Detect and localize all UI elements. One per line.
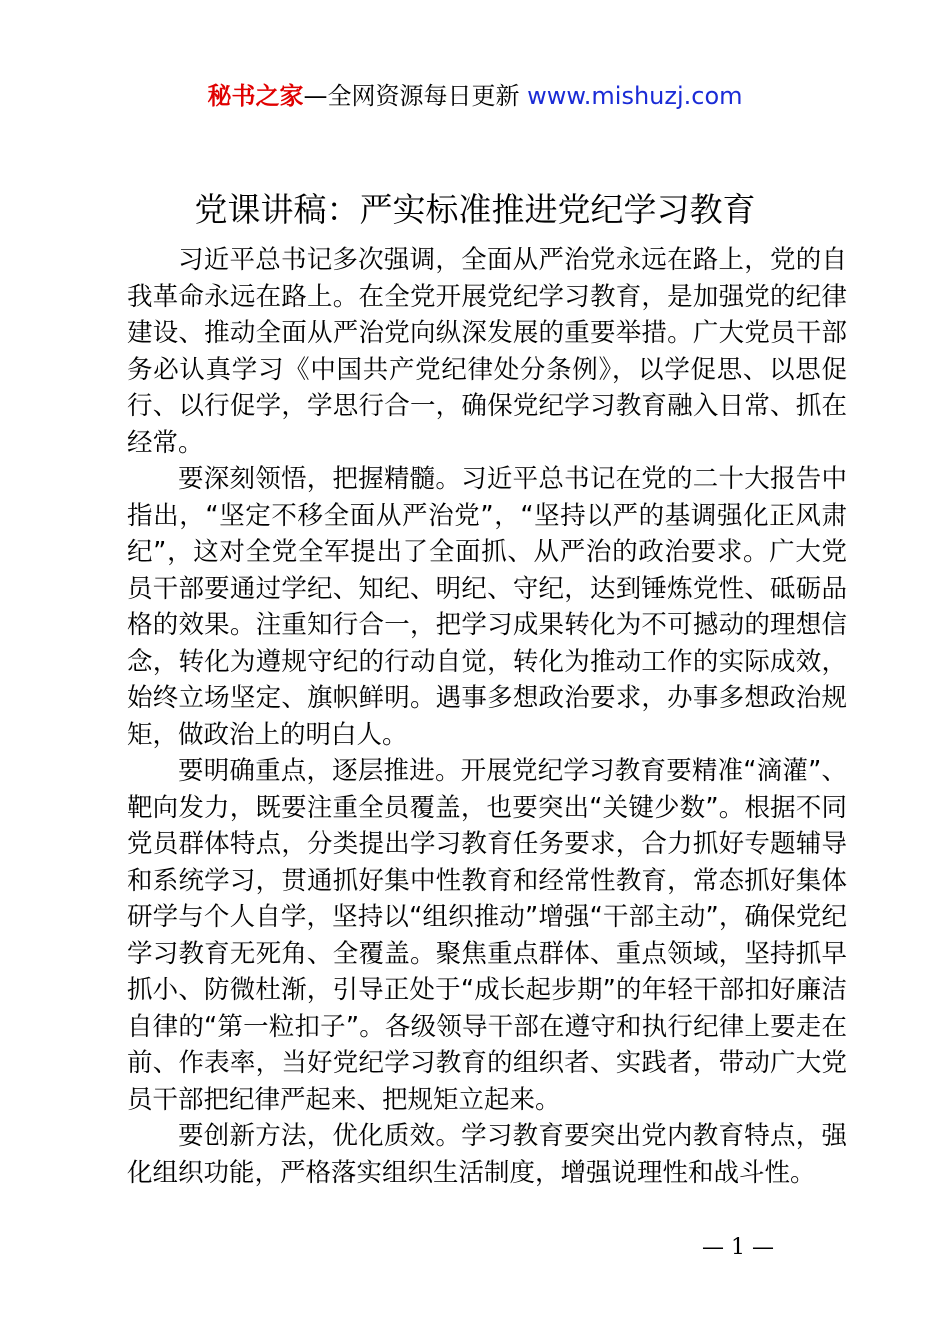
- body-paragraph: 要深刻领悟，把握精髓。习近平总书记在党的二十大报告中指出，“坚定不移全面从严治党”，“坚持以严的基调强化正风肃纪”，这对全党全军提出了全面抓、从严治的政治要求。广大党员干部要通过学纪、知纪、明纪、守纪，达到锤炼党性、砥砺品格的效果。注重知行合一，把学习成果转化为不可撼动的理想信念，转化为遵规守纪的行动自觉，转化为推动工作的实际成效，始终立场坚定、旗帜鲜明。遇事多想政治要求，办事多想政治规矩，做政治上的明白人。: [127, 464, 847, 750]
- site-tagline: —全网资源每日更新: [303, 82, 528, 110]
- body-paragraph: 要明确重点，逐层推进。开展党纪学习教育要精准“滴灌”、靶向发力，既要注重全员覆盖，也要突出“关键少数”。根据不同党员群体特点，分类提出学习教育任务要求，合力抓好专题辅导和系统学习，贯通抓好集中性教育和经常性教育，常态抓好集体研学与个人自学，坚持以“组织推动”增强“干部主动”，确保党纪学习教育无死角、全覆盖。聚焦重点群体、重点领域，坚持抓早抓小、防微杜渐，引导正处于“成长起步期”的年轻干部扣好廉洁自律的“第一粒扣子”。各级领导干部在遵守和执行纪律上要走在前、作表率，当好党纪学习教育的组织者、实践者，带动广大党员干部把纪律严起来、把规矩立起来。: [127, 756, 847, 1115]
- body-paragraph: 要创新方法，优化质效。学习教育要突出党内教育特点，强化组织功能，严格落实组织生活制度，增强说理性和战斗性。: [127, 1121, 847, 1188]
- site-url-link[interactable]: www.mishuzj.com: [527, 82, 743, 110]
- page-number: — 1 —: [702, 1235, 774, 1260]
- body-paragraph: 习近平总书记多次强调，全面从严治党永远在路上，党的自我革命永远在路上。在全党开展党纪学习教育，是加强党的纪律建设、推动全面从严治党向纵深发展的重要举措。广大党员干部务必认真学习《中国共产党纪律处分条例》，以学促思、以思促行、以行促学，学思行合一，确保党纪学习教育融入日常、抓在经常。: [127, 245, 847, 458]
- document-body: [127, 242, 847, 1191]
- document-title: 党课讲稿：严实标准推进党纪学习教育: [194, 190, 756, 229]
- site-brand: 秘书之家: [207, 82, 304, 110]
- site-header: [0, 80, 950, 112]
